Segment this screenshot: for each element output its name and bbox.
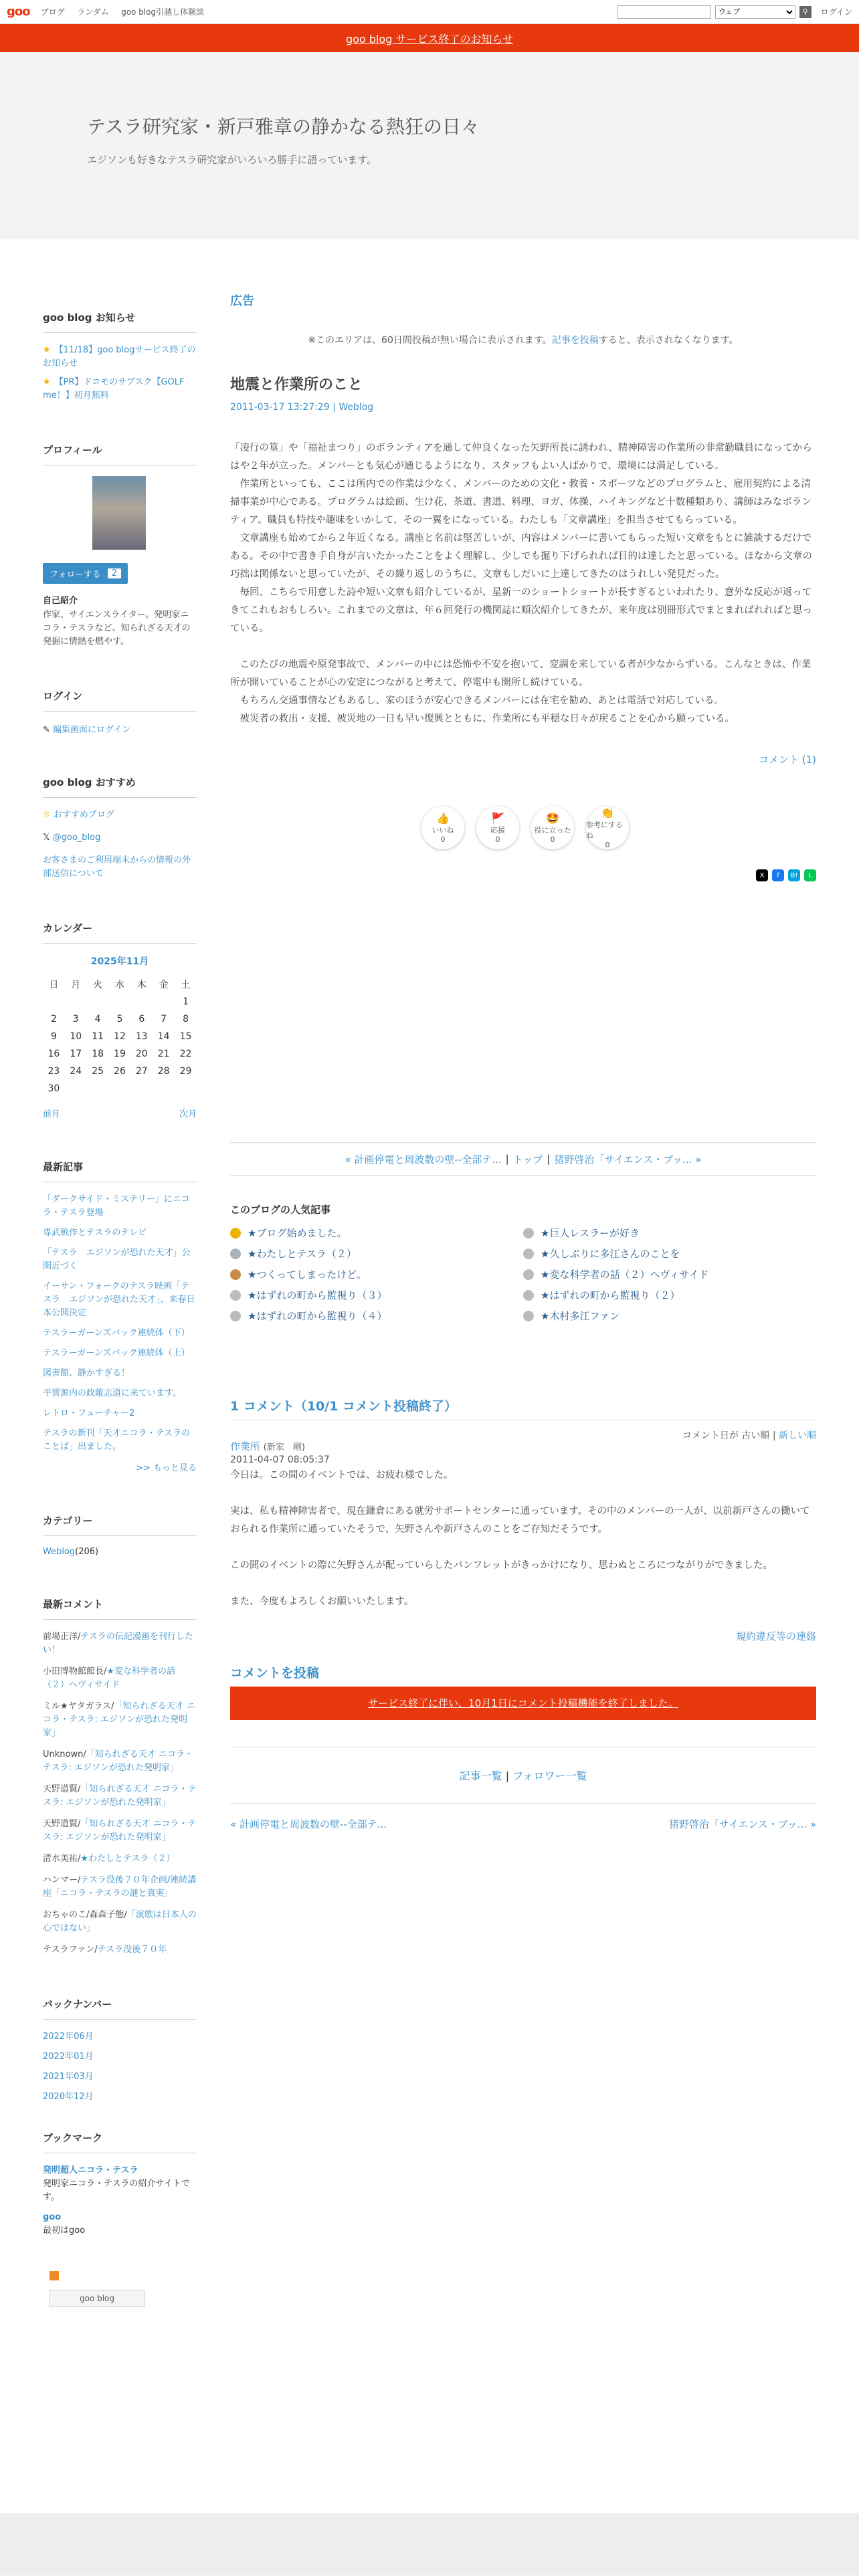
popular-list (230, 1226, 816, 1323)
calendar-day: 22 (179, 1049, 192, 1059)
comment-paragraph: この間のイベントの際に矢野さんが配っていらしたパンフレットがきっかけになり、思わぬところにつながりができました。 (230, 1560, 773, 1571)
calendar-day: 5 (116, 1014, 123, 1025)
recommend-item (43, 854, 197, 881)
calendar-week (43, 1010, 197, 1028)
bottom-prev-link[interactable]: « 計画停電と周波数の壁--全部テ... (230, 1818, 387, 1830)
recent-comment: ハンマー/テスラ没後７０年企画/連続講座「ニコラ・テスラの謎と真実」 (43, 1875, 197, 1899)
backnumber-link[interactable]: 2022年01月 (43, 2052, 94, 2062)
search-icon[interactable]: ⚲ (799, 6, 812, 18)
sidebar (43, 280, 197, 2513)
entry-category-link[interactable]: Weblog (339, 402, 374, 413)
comment-entry-link[interactable]: テスラの伝記漫画を刊行したい！ (43, 1632, 193, 1655)
comment-entry-link[interactable]: 「知られざる天才 ニコラ・テスラ: エジソンが恐れた発明家」 (43, 1749, 193, 1773)
popular-link[interactable]: ★はずれの町から監視り（４） (248, 1310, 387, 1322)
entry-body (230, 439, 816, 728)
blog-header (0, 52, 859, 239)
notice-link[interactable]: 【PR】ドコモのサブスク【GOLF me！】初月無料 (43, 377, 185, 401)
weekday: 日 (49, 980, 59, 990)
recent-comment: 小田博物館館長/★変な科学者の話（２）ヘヴィサイド (43, 1667, 176, 1690)
recommend-blogs-link[interactable]: おすすめブログ (53, 810, 114, 820)
calendar-day: 15 (179, 1031, 192, 1042)
recent-comment: 清水美祐/★わたしとテスラ（２） (43, 1854, 175, 1864)
recent-comment: テスラファン/テスラ没後７０年 (43, 1945, 167, 1955)
entry-list-link[interactable]: 記事一覧 (459, 1769, 502, 1782)
backnumber-block (43, 1983, 197, 2102)
entry-paragraph: このたびの地震や原発事故で、メンバーの中には恐怖や不安を抱いて、変調を来している者が少なからずいる。こんなときは、作業所が開いていることが心の安定につながると考えて、停電中も開所し続けている。 (230, 659, 812, 688)
prev-entry-link[interactable]: « 計画停電と周波数の壁--全部テ... (345, 1153, 502, 1166)
reaction-label: 応援 (490, 826, 505, 835)
ad-notice (230, 333, 816, 346)
crown-icon (230, 1249, 241, 1259)
prev-month-link[interactable]: 前月 (43, 1109, 61, 1119)
entry-meta: 2011-03-17 13:27:29 | Weblog (230, 402, 374, 413)
blog-description: エジソンも好きなテスラ研究家がいろいろ勝手に語っています。 (87, 154, 377, 166)
self-intro-label: 自己紹介 (43, 596, 78, 606)
order-new-link[interactable]: 新しい順 (779, 1430, 816, 1441)
next-entry-link[interactable]: 猪野啓治「サイエンス・ブッ... » (554, 1153, 702, 1166)
reaction-label: 参考にするね (586, 821, 623, 840)
calendar-day: 11 (92, 1031, 104, 1042)
comment-entry-link[interactable]: 「知られざる天才 ニコラ・テスラ: エジソンが恐れた発明家」 (43, 1784, 197, 1808)
line-share-icon[interactable]: L (804, 869, 816, 881)
hatena-share-icon[interactable]: B! (788, 869, 800, 881)
popular-link[interactable]: ★ブログ始めました。 (248, 1227, 347, 1239)
recent-comment: おちゃのこ/森森子態/「演歌は日本人の心ではない」 (43, 1910, 197, 1933)
calendar-day: 12 (114, 1031, 126, 1042)
calendar-day: 21 (157, 1049, 170, 1059)
calendar-weekdays (43, 976, 197, 993)
calendar-week (43, 1045, 197, 1063)
comments-heading: 1 コメント（10/1 コメント投稿終了） (230, 1396, 816, 1420)
reaction-buttons (421, 807, 816, 849)
ad-text: ※このエリアは、60日間投稿が無い場合に表示されます。 (308, 335, 552, 346)
popular-link[interactable]: ★木村多江ファン (541, 1310, 620, 1322)
profile-block (43, 429, 197, 649)
recommend-block (43, 762, 197, 881)
follower-list-link[interactable]: フォロワー一覧 (512, 1769, 587, 1782)
comment-entry-link[interactable]: 「知られざる天才 ニコラ・テスラ: エジソンが恐れた発明家」 (43, 1819, 197, 1842)
comment-count-link[interactable]: コメント (1) (758, 754, 816, 766)
weekday: 土 (181, 980, 191, 990)
recent-comment: 前場正洋/テスラの伝記漫画を刊行したい！ (43, 1632, 193, 1655)
nav-migration[interactable]: goo blog引越し体験談 (121, 7, 205, 17)
notice-link[interactable]: 【11/18】goo blogサービス終了のお知らせ (43, 345, 196, 368)
post-comment-heading: コメントを投稿 (230, 1666, 320, 1681)
comment-author: 清水美祐 (43, 1854, 78, 1864)
x-icon: 𝕏 (43, 833, 53, 843)
calendar-day: 16 (47, 1049, 60, 1059)
external-transmission-link[interactable]: お客さまのご利用端末からの情報の外部送信について (43, 855, 191, 879)
entry-paragraph: もちろん交通事情などもあるし、家のほうが安心できるメンバーには在宅を勧め、あとは電話で対応している。 (230, 695, 724, 706)
calendar-week (43, 993, 197, 1010)
category-heading: カテゴリー (43, 1500, 197, 1536)
follow-label: フォローする (50, 570, 101, 580)
recent-entry-link[interactable]: 専武戦作とテスラのテレビ (43, 1228, 147, 1238)
calendar-day: 4 (94, 1014, 101, 1025)
comment-author-link[interactable]: 作業所 (230, 1440, 261, 1453)
popular-heading: このブログの人気記事 (230, 1204, 331, 1216)
calendar-day: 10 (70, 1031, 82, 1042)
weekday: 水 (114, 980, 124, 990)
popular-item (523, 1226, 816, 1240)
bookmark-desc: 発明家ニコラ・テスラの紹介サイトです。 (43, 2179, 190, 2202)
recent-entry-link[interactable]: 「ダークサイド・ミステリー」にニコラ・テスラ登場 (43, 1194, 190, 1218)
reaction-count: 0 (550, 835, 555, 844)
popular-item (230, 1226, 523, 1240)
comment-author: 小田博物館館長 (43, 1667, 104, 1677)
comment-closed-notice[interactable]: サービス終了に伴い、10月1日にコメント投稿機能を終了しました。 (230, 1687, 816, 1720)
rank-icon (230, 1311, 241, 1321)
comment-entry-link[interactable]: 「知られざる天才 ニコラ・テスラ: エジソンが恐れた発明家」 (43, 1701, 195, 1738)
popular-item (523, 1309, 816, 1323)
calendar-day: 23 (47, 1066, 60, 1077)
reaction-label: 役に立った (534, 826, 571, 835)
blog-title[interactable]: テスラ研究家・新戸雅章の静かなる熱狂の日々 (87, 116, 480, 138)
ad-heading: 広告 (230, 294, 254, 308)
category-link[interactable]: Weblog (43, 1547, 76, 1557)
recent-entries-block (43, 1146, 197, 1473)
rank-icon (230, 1290, 241, 1301)
calendar-day: 30 (47, 1083, 60, 1094)
comment-author: テスラファン (43, 1945, 95, 1955)
recent-list (43, 1193, 197, 1454)
page-container (0, 239, 859, 2513)
ad-text: すると、表示されなくなります。 (598, 335, 739, 346)
recent-entry-link[interactable]: テスラーガーンズバック連続体（上） (43, 1348, 190, 1358)
calendar-week (43, 1063, 197, 1080)
backnumber-link[interactable]: 2021年03月 (43, 2072, 94, 2082)
entry-paragraph: 作業所といっても、ここは所内での作業は少なく、メンバーのための文化・教養・スポーツなどのプログラムと、雇用契約による清掃事業が中心である。プログラムは絵画、生け花、茶道、書道、料理、ヨガ、体操、ハイキングなど十数種類あり、講師はみなボランティア。職員も特技や趣味をいかして、その一翼をになっている。わたしも「文章講座」を担当させてもらっている。 (230, 479, 812, 526)
bookmark-link[interactable]: goo (43, 2212, 62, 2222)
weekday: 金 (159, 980, 169, 990)
popular-link[interactable]: ★わたしとテスラ（２） (248, 1248, 357, 1260)
reaction-helpful[interactable] (531, 807, 574, 849)
nav-blog[interactable]: ブログ (40, 7, 65, 17)
bookmark-link[interactable]: 発明超人ニコラ・テスラ (43, 2165, 138, 2175)
comment-author: Unknown (43, 1749, 84, 1759)
comments-heading: 最新コメント (43, 1584, 197, 1620)
comment-paragraph: また、今度もよろしくお願いいたします。 (230, 1596, 414, 1607)
calendar-day: 7 (161, 1014, 167, 1025)
comment-paragraph: 実は、私も精神障害者で、現在鎌倉にある就労サポートセンターに通っています。その中のメンバーの一人が、以前新戸さんの働いておられる作業所に通っていたそうで、矢野さんや新戸さんのことをご存知だそうです。 (230, 1506, 810, 1535)
star-icon: ★ (43, 377, 51, 387)
footer (0, 2513, 859, 2573)
bottom-next-link[interactable]: 猪野啓治「サイエンス・ブッ... » (668, 1818, 816, 1830)
calendar-day: 6 (138, 1014, 145, 1025)
follower-count: 2 (108, 568, 121, 578)
star-icon: ★ (43, 345, 51, 355)
rank-icon (523, 1249, 534, 1259)
popular-item (230, 1247, 523, 1261)
recent-entry-link[interactable]: 図書館、静かすぎる！ (43, 1368, 130, 1378)
entry-paragraph: 「凌行の篁」や「福祉まつり」のボランティアを通して仲良くなった矢野所長に誘われ、精神障害の作業所の非常勤職員になってからはや２年が立った。メンバーとも気心が通じるようになり、スタッフもよい人ばかりで、環境には満足している。 (230, 443, 812, 471)
calendar-day: 2 (50, 1014, 57, 1025)
backnumber-link[interactable]: 2020年12月 (43, 2092, 94, 2102)
notice-block (43, 297, 197, 403)
calendar-day (65, 993, 87, 1010)
calendar-day: 26 (114, 1066, 126, 1077)
bookmark-heading: ブックマーク (43, 2117, 197, 2153)
profile-heading: プロフィール (43, 429, 197, 465)
recent-entry-link[interactable]: イーサン・フォークのテスラ映画「テスラ エジソンが恐れた天才」、来春日本公開決定 (43, 1281, 195, 1318)
comment-entry-link[interactable]: ★変な科学者の話（２）ヘヴィサイド (43, 1667, 176, 1690)
rank-icon (523, 1290, 534, 1301)
login-heading: ログイン (43, 675, 197, 712)
category-block (43, 1500, 197, 1557)
backnumber-heading: バックナンバー (43, 1983, 197, 2020)
recent-comment: 天野道賢/「知られざる天才 ニコラ・テスラ: エジソンが恐れた発明家」 (43, 1819, 197, 1842)
calendar-heading: カレンダー (43, 907, 197, 944)
search-scope-select[interactable] (715, 5, 795, 19)
notice-item (43, 376, 197, 403)
popular-link[interactable]: ★久しぶりに多江さんのことを (541, 1248, 680, 1260)
pencil-icon: ✎ (43, 725, 54, 735)
rank-icon (523, 1269, 534, 1280)
popular-link[interactable]: ★つくってしまったけど。 (248, 1269, 367, 1281)
calendar-day (87, 1080, 109, 1097)
weekday: 火 (93, 980, 103, 990)
main-content (230, 280, 816, 2513)
comment-author: 天野道賢 (43, 1819, 78, 1829)
recent-comments-block (43, 1584, 197, 1957)
bookmark-block (43, 2117, 197, 2307)
comment-entry-link[interactable]: 「演歌は日本人の心ではない」 (43, 1910, 197, 1933)
calendar-day (87, 993, 109, 1010)
popular-item (230, 1288, 523, 1302)
recommend-item (43, 831, 197, 845)
popular-link[interactable]: ★巨人レスラーが好き (541, 1227, 640, 1239)
weekday: 木 (136, 980, 147, 990)
recent-entry-link[interactable]: テスラの新刊「天才ニコラ・テスラのことば」出ました。 (43, 1428, 190, 1452)
calendar-day (153, 993, 175, 1010)
share-buttons (230, 869, 816, 881)
calendar-day: 14 (157, 1031, 170, 1042)
thumbs-up-icon: 👍 (436, 812, 450, 825)
entry-title[interactable]: 地震と作業所のこと (230, 377, 363, 393)
goo-blog-button-label: goo blog (79, 2294, 115, 2303)
rank-icon (523, 1228, 534, 1239)
popular-item (230, 1309, 523, 1323)
order-old: 古い順 (741, 1430, 770, 1441)
top-link[interactable]: トップ (512, 1153, 543, 1166)
bookmark-item (43, 2164, 197, 2204)
calendar-day: 19 (114, 1049, 126, 1059)
calendar-day (65, 1080, 87, 1097)
bottom-navigation (230, 1803, 816, 1831)
goo-search-area (617, 5, 852, 19)
comment-author: 天野道賢 (43, 1784, 78, 1794)
recent-entry-link[interactable]: 平賀源内の政敵志道に来ています。 (43, 1388, 181, 1398)
x-share-icon[interactable]: X (756, 869, 768, 881)
calendar-days (43, 993, 197, 1097)
entry-paragraph (230, 638, 816, 656)
calendar-day (130, 1080, 153, 1097)
popular-link[interactable]: ★はずれの町から監視り（３） (248, 1289, 387, 1301)
comment-date: 2011-04-07 08:05:37 (230, 1455, 330, 1465)
recent-entry-link[interactable]: 「テスラ エジソンが恐れた天才」公開近づく (43, 1248, 191, 1271)
comment-entry-link[interactable]: テスラ没後７０年 (97, 1945, 167, 1955)
calendar-day (153, 1080, 175, 1097)
recent-comments-list (43, 1630, 197, 1957)
recent-heading: 最新記事 (43, 1146, 197, 1182)
calendar-nav (43, 1107, 197, 1119)
category-count: (206) (75, 1547, 99, 1557)
recent-entry-link[interactable]: テスラーガーンズバック連続体（下） (43, 1328, 190, 1338)
recent-entry-link[interactable]: レトロ・フューチャー2 (43, 1408, 135, 1418)
order-label: コメント日が (682, 1430, 739, 1441)
comment-entry-link[interactable]: テスラ没後７０年企画/連続講座「ニコラ・テスラの謎と真実」 (43, 1875, 197, 1899)
comment-author: 前場正洋 (43, 1632, 78, 1642)
popular-item (523, 1267, 816, 1281)
backnumber-list[interactable] (43, 2030, 197, 2102)
calendar-week (43, 1080, 197, 1097)
popular-item (523, 1247, 816, 1261)
calendar-day: 25 (92, 1066, 104, 1077)
comment-order: コメント日が 古い順 | 新しい順 (682, 1430, 816, 1441)
notice-item (43, 344, 197, 370)
calendar-day: 27 (135, 1066, 148, 1077)
backnumber-link[interactable]: 2022年06月 (43, 2032, 94, 2042)
star-eyes-icon: 🤩 (546, 812, 559, 825)
calendar-month: 2025年11月 (90, 956, 149, 967)
post-entry-link[interactable]: 記事を投稿 (551, 335, 599, 346)
calendar-week (43, 1028, 197, 1045)
entry-navigation: « 計画停電と周波数の壁--全部テ... | トップ | 猪野啓治「サイエンス・ブッ... » (230, 1142, 816, 1176)
comment-body (230, 1467, 816, 1611)
goo-nav (41, 6, 213, 17)
popular-link[interactable]: ★はずれの町から監視り（２） (541, 1289, 680, 1301)
facebook-share-icon[interactable]: f (772, 869, 784, 881)
calendar-day (109, 1080, 131, 1097)
calendar-day: 20 (135, 1049, 148, 1059)
entry-date: 2011-03-17 13:27:29 (230, 402, 330, 413)
calendar-day: 9 (50, 1031, 57, 1042)
notice-heading: goo blog お知らせ (43, 297, 197, 333)
self-intro-text: 作家、サイエンスライター。発明家ニコラ・テスラなど、知られざる天才の発掘に情熱を燃やす。 (43, 610, 191, 647)
reaction-label: いいね (432, 826, 454, 835)
comment-author: おちゃのこ/森森子態 (43, 1910, 124, 1920)
list-links: 記事一覧 | フォロワー一覧 (230, 1747, 816, 1783)
rank-icon (523, 1311, 534, 1321)
nav-random[interactable]: ランダム (77, 7, 109, 17)
bookmark-desc: 最初はgoo (43, 2226, 86, 2236)
reaction-like[interactable] (421, 807, 464, 849)
reaction-count: 0 (605, 841, 610, 849)
calendar-day: 28 (157, 1066, 170, 1077)
calendar-day: 8 (183, 1014, 189, 1025)
report-link[interactable]: 規約違反等の連絡 (735, 1630, 816, 1642)
comment-author: ハンマー (43, 1875, 78, 1885)
lightbulb-icon: ☼ (43, 810, 54, 820)
service-end-link[interactable]: goo blog サービス終了のお知らせ (346, 32, 513, 45)
reaction-count: 0 (440, 835, 446, 844)
recent-comment: Unknown/「知られざる天才 ニコラ・テスラ: エジソンが恐れた発明家」 (43, 1749, 193, 1773)
calendar-table (43, 976, 197, 1097)
goo-top-bar (0, 0, 859, 24)
goo-blog-button[interactable] (50, 2290, 145, 2307)
calendar-block (43, 907, 197, 1119)
comment-author-note: (新家 剛) (263, 1442, 305, 1453)
recent-comment: 天野道賢/「知られざる天才 ニコラ・テスラ: エジソンが恐れた発明家」 (43, 1784, 197, 1808)
profile-photo[interactable] (92, 476, 146, 550)
comment-paragraph: 今日は。この間のイベントでは、お疲れ様でした。 (230, 1470, 454, 1481)
recommend-heading: goo blog おすすめ (43, 762, 197, 798)
comment-author: ミル★ヤタガラス (43, 1701, 112, 1711)
crown-icon (230, 1269, 241, 1280)
calendar-day: 13 (135, 1031, 148, 1042)
calendar-day (130, 993, 153, 1010)
entry-paragraph: 文章講座も始めてから２年近くなる。講座と名前は堅苦しいが、内容はメンバーに書いてもらった短い文章をもとに雑談するだけである。その中で書き手自身が言いたかったことをよく理解し、少しでも掘り下げられれば目的は達したと思っている。ほなから文章の巧拙は関係ないと思っていたが、その繰り返しのうちに、文章もしだいに上達してきたのはうれしい発見だった。 (230, 533, 812, 580)
follow-button[interactable] (43, 563, 128, 584)
weekday: 月 (71, 980, 81, 990)
calendar-day (43, 993, 65, 1010)
popular-link[interactable]: ★変な科学者の話（２）ヘヴィサイド (541, 1269, 709, 1281)
entry-paragraph: 被災者の救出・支援、被災地の一日も早い復興とともに、作業所にも平穏な日々が戻ることを心から願っている。 (230, 714, 735, 724)
entry-paragraph: 毎回、こちらで用意した詩や短い文章も紹介しているが、星新一のショートショートが長すぎるといわれたり、意外な反応が返ってきてこれもおもしろい。これまでの文章は、年６回発行の機関誌に順次紹介してきたが、来年度は別冊形式でまとまればれればと思っている。 (230, 587, 812, 634)
rss-icon[interactable] (50, 2271, 59, 2280)
popular-item (523, 1288, 816, 1302)
login-block (43, 675, 197, 735)
recommend-item (43, 809, 197, 822)
recent-comment: ミル★ヤタガラス/「知られざる天才 ニコラ・テスラ: エジソンが恐れた発明家」 (43, 1701, 195, 1738)
calendar-day: 3 (72, 1014, 79, 1025)
service-end-notice (0, 24, 859, 52)
comment-entry-link[interactable]: ★わたしとテスラ（２） (80, 1854, 175, 1864)
calendar-day (175, 1080, 197, 1097)
flag-icon: 🚩 (491, 812, 504, 825)
goo-blog-x-link[interactable]: @goo_blog (52, 833, 101, 843)
goo-logo[interactable]: goo (7, 5, 30, 19)
reaction-cheer[interactable] (476, 807, 519, 849)
reaction-reference[interactable] (586, 807, 629, 849)
search-input[interactable] (617, 5, 711, 19)
more-entries-link[interactable]: >> もっと見る (136, 1463, 197, 1473)
reaction-count: 0 (495, 835, 500, 844)
calendar-day: 29 (179, 1066, 192, 1077)
crown-icon (230, 1228, 241, 1239)
next-month-link[interactable]: 次月 (179, 1109, 197, 1119)
calendar-day: 1 (183, 996, 189, 1007)
calendar-day: 17 (70, 1049, 82, 1059)
calendar-day (109, 993, 131, 1010)
bookmark-item (43, 2211, 197, 2238)
popular-item (230, 1267, 523, 1281)
calendar-day: 24 (70, 1066, 82, 1077)
clap-icon: 👏 (601, 807, 614, 819)
edit-login-link[interactable]: 編集画面にログイン (53, 725, 131, 735)
calendar-day: 18 (92, 1049, 104, 1059)
login-link[interactable]: ログイン (820, 7, 852, 17)
